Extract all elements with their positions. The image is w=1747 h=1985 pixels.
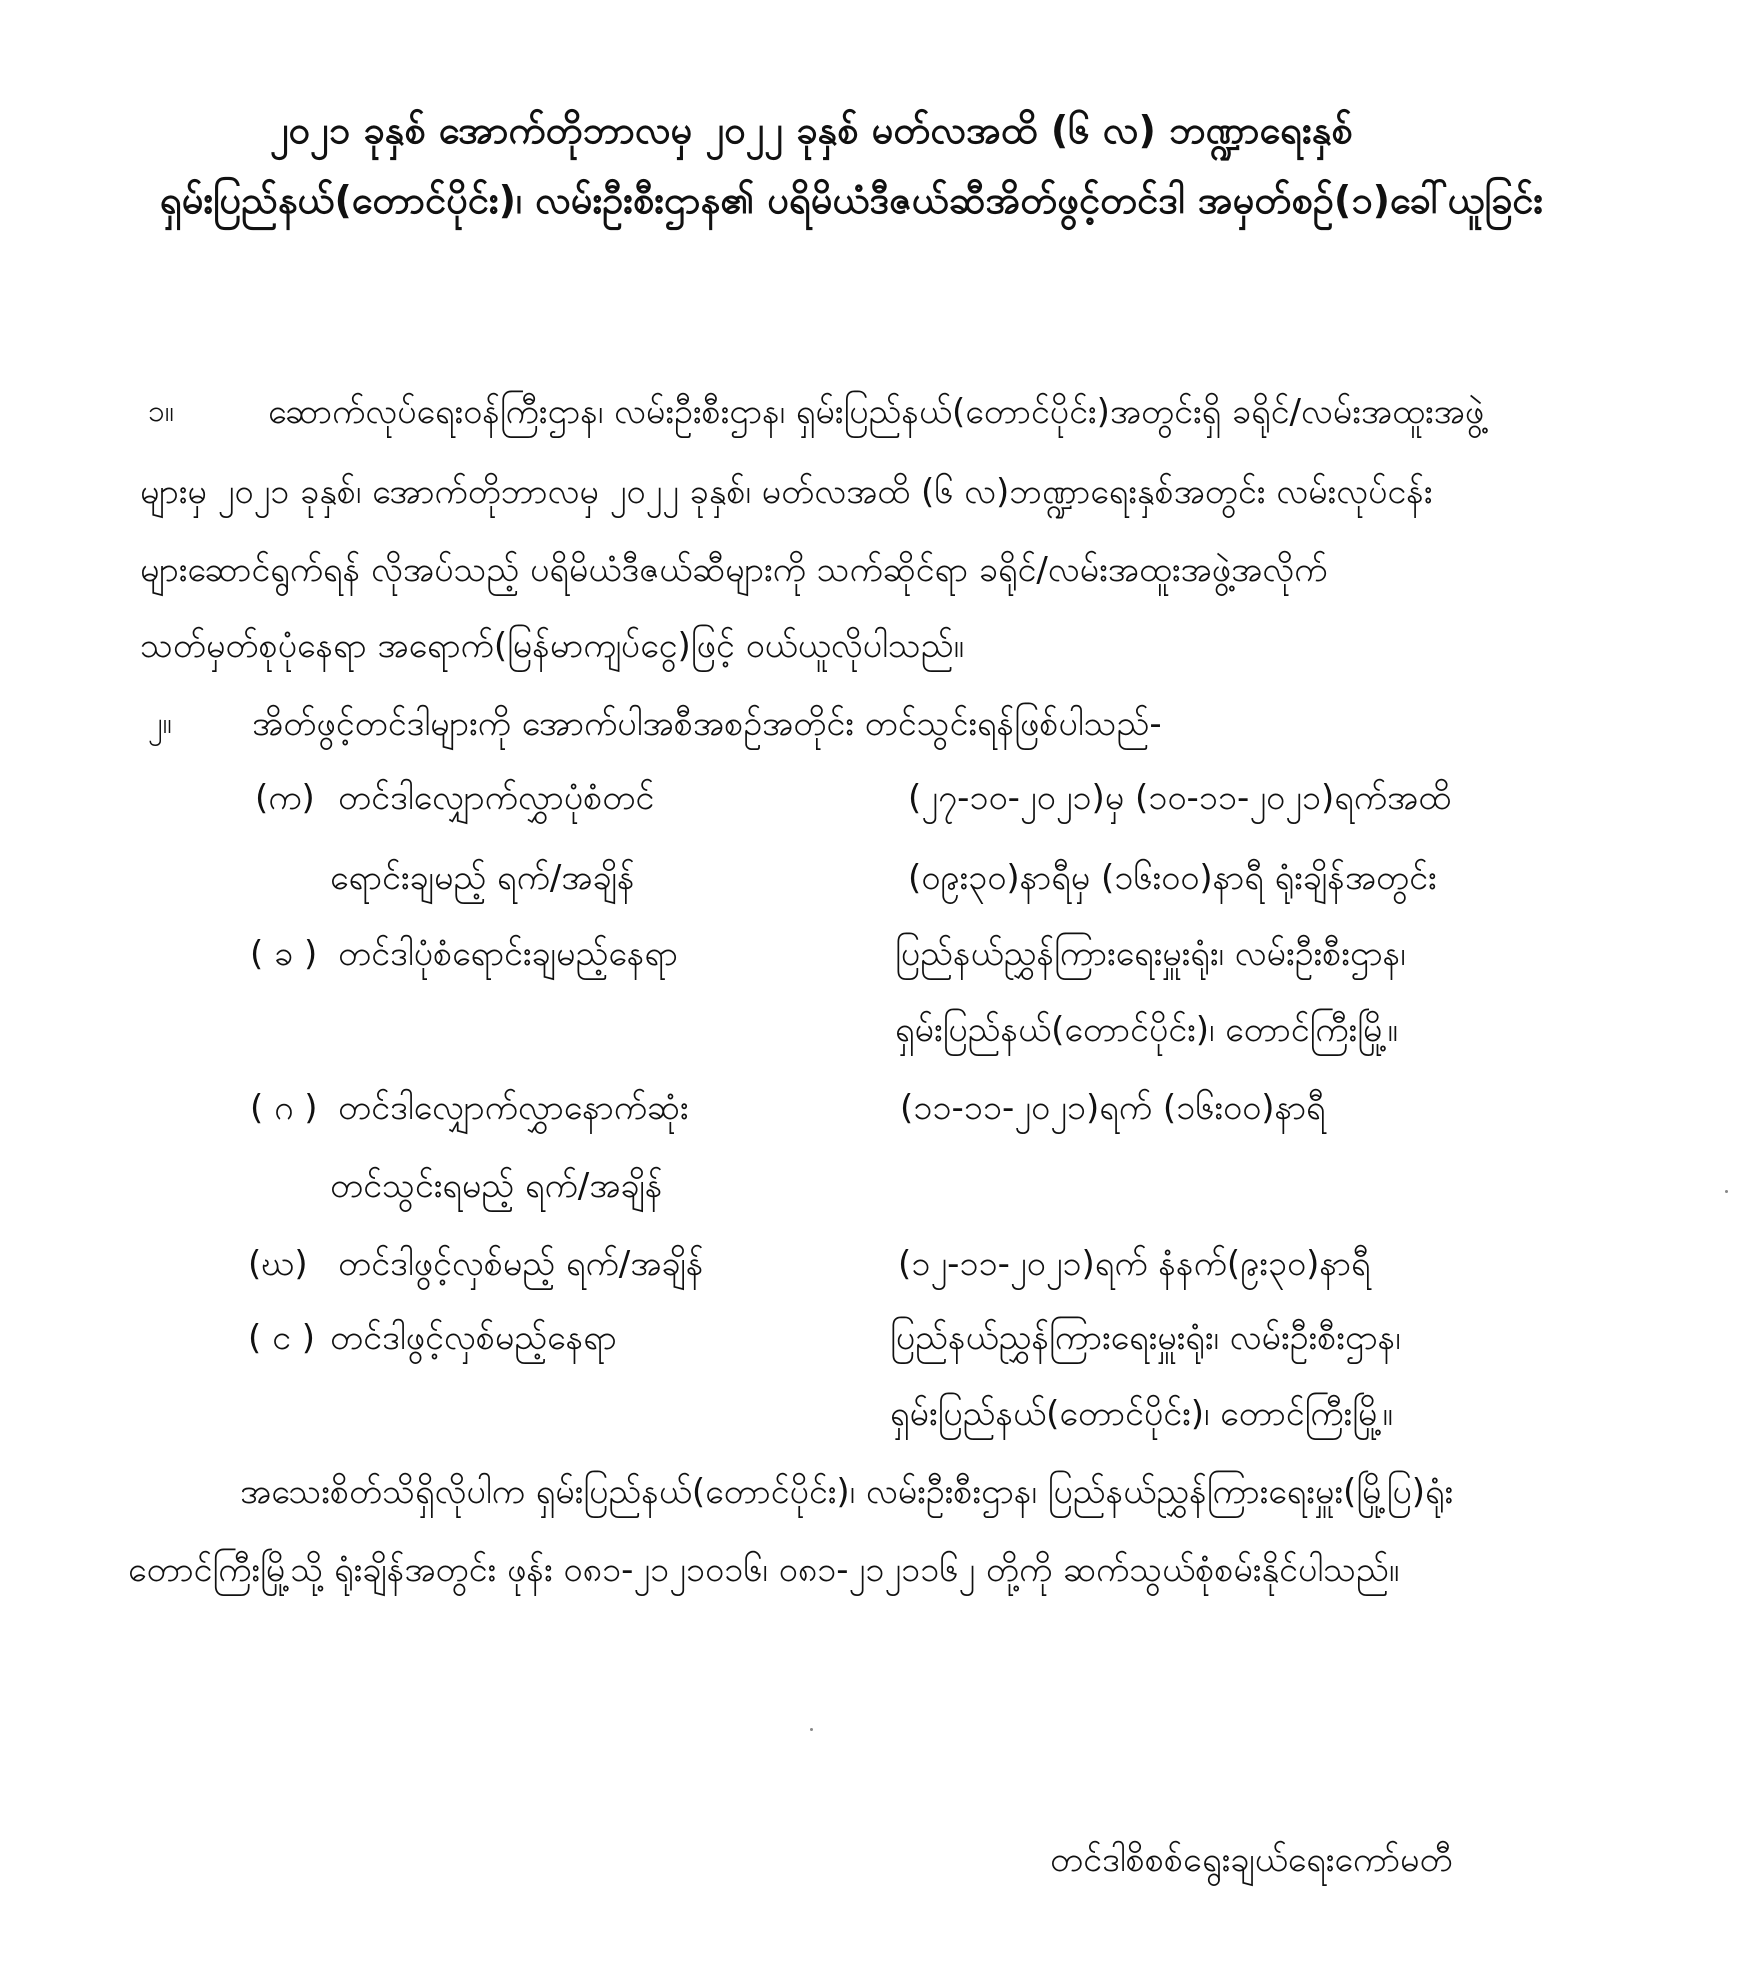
schedule-ka-value-1: (၂၇-၁၀-၂၀၂၁)မှ (၁၀-၁၁-၂၀၂၁)ရက်အထိ (908, 778, 1452, 818)
paragraph-1-number: ၁။ (148, 394, 174, 429)
schedule-ga-value-1: (၁၁-၁၁-၂၀၂၁)ရက် (၁၆း၀၀)နာရီ (900, 1088, 1326, 1128)
paragraph-1-line-4: သတ်မှတ်စုပုံနေရာ အရောက်(မြန်မာကျပ်ငွေ)ဖြင့် ဝယ်ယူလိုပါသည်။ (140, 626, 964, 666)
scan-speck (1725, 1190, 1728, 1193)
schedule-marker-ka: (က) (255, 778, 315, 818)
schedule-marker-nga: ( င ) (248, 1318, 316, 1358)
paragraph-2-intro: အိတ်ဖွင့်တင်ဒါများကို အောက်ပါအစီအစဉ်အတိုင်း တင်သွင်းရန်ဖြစ်ပါသည်- (252, 704, 1162, 744)
schedule-gha-value-1: (၁၂-၁၁-၂၀၂၁)ရက် နံနက်(၉း၃၀)နာရီ (898, 1244, 1371, 1284)
schedule-marker-gha: (ဃ) (248, 1244, 308, 1284)
contact-line-1: အသေးစိတ်သိရှိလိုပါက ရှမ်းပြည်နယ်(တောင်ပိုင်း)၊ လမ်းဦးစီးဌာန၊ ပြည်နယ်ညွှန်ကြားရေးမှူး(မြို့ပြ)ရုံး (240, 1472, 1454, 1512)
schedule-marker-ga: ( ဂ ) (250, 1088, 318, 1128)
document-title-line-2: ရှမ်းပြည်နယ်(တောင်ပိုင်း)၊ လမ်းဦးစီးဌာန၏ ပရိမိယံဒီဇယ်ဆီအိတ်ဖွင့်တင်ဒါ အမှတ်စဉ်(၁)ခေါ်ယူခြင်း (160, 178, 1544, 222)
document-title-line-1: ၂၀၂၁ ခုနှစ် အောက်တိုဘာလမှ ၂၀၂၂ ခုနှစ် မတ်လအထိ (၆ လ) ဘဏ္ဍာရေးနှစ် (270, 108, 1353, 152)
paragraph-2-number: ၂။ (148, 706, 172, 741)
schedule-marker-kha: ( ခ ) (250, 934, 318, 974)
schedule-gha-label-1: တင်ဒါဖွင့်လှစ်မည့် ရက်/အချိန် (338, 1244, 704, 1284)
schedule-kha-value-2: ရှမ်းပြည်နယ်(တောင်ပိုင်း)၊ တောင်ကြီးမြို့။ (895, 1010, 1398, 1050)
scan-speck (810, 1728, 813, 1731)
schedule-kha-value-1: ပြည်နယ်ညွှန်ကြားရေးမှူးရုံး၊ လမ်းဦးစီးဌာန၊ (895, 934, 1406, 974)
schedule-ka-label-1: တင်ဒါလျှောက်လွှာပုံစံတင် (338, 778, 655, 818)
paragraph-1-line-2: များမှ ၂၀၂၁ ခုနှစ်၊ အောက်တိုဘာလမှ ၂၀၂၂ ခုနှစ်၊ မတ်လအထိ (၆ လ)ဘဏ္ဍာရေးနှစ်အတွင်း လမ်းလုပ်ငန်း (140, 472, 1433, 512)
paragraph-1-line-1: ဆောက်လုပ်ရေးဝန်ကြီးဌာန၊ လမ်းဦးစီးဌာန၊ ရှမ်းပြည်နယ်(တောင်ပိုင်း)အတွင်းရှိ ခရိုင်/လမ်းအထူးအဖွဲ့ (268, 392, 1485, 432)
schedule-ga-label-1: တင်ဒါလျှောက်လွှာနောက်ဆုံး (338, 1088, 689, 1128)
paragraph-1-line-3: များဆောင်ရွက်ရန် လိုအပ်သည့် ပရိမိယံဒီဇယ်ဆီများကို သက်ဆိုင်ရာ ခရိုင်/လမ်းအထူးအဖွဲ့အလိုက် (140, 550, 1328, 590)
signature-committee: တင်ဒါစိစစ်ရွေးချယ်ရေးကော်မတီ (1050, 1840, 1453, 1880)
schedule-nga-value-2: ရှမ်းပြည်နယ်(တောင်ပိုင်း)၊ တောင်ကြီးမြို့။ (890, 1394, 1393, 1434)
schedule-kha-label-1: တင်ဒါပုံစံရောင်းချမည့်နေရာ (338, 934, 678, 974)
schedule-nga-label-1: တင်ဒါဖွင့်လှစ်မည့်နေရာ (330, 1318, 617, 1358)
schedule-ga-label-2: တင်သွင်းရမည့် ရက်/အချိန် (330, 1166, 663, 1206)
schedule-ka-label-2: ရောင်းချမည့် ရက်/အချိန် (330, 858, 635, 898)
contact-line-2: တောင်ကြီးမြို့သို့ ရုံးချိန်အတွင်း ဖုန်း ၀၈၁-၂၁၂၁၀၁၆၊ ၀၈၁-၂၁၂၁၁၆၂ တို့ကို ဆက်သွယ်စုံစမ်းနိုင်ပါသည်။ (128, 1550, 1400, 1590)
schedule-nga-value-1: ပြည်နယ်ညွှန်ကြားရေးမှူးရုံး၊ လမ်းဦးစီးဌာန၊ (890, 1318, 1401, 1358)
schedule-ka-value-2: (၀၉း၃၀)နာရီမှ (၁၆း၀၀)နာရီ ရုံးချိန်အတွင်း (908, 858, 1437, 898)
